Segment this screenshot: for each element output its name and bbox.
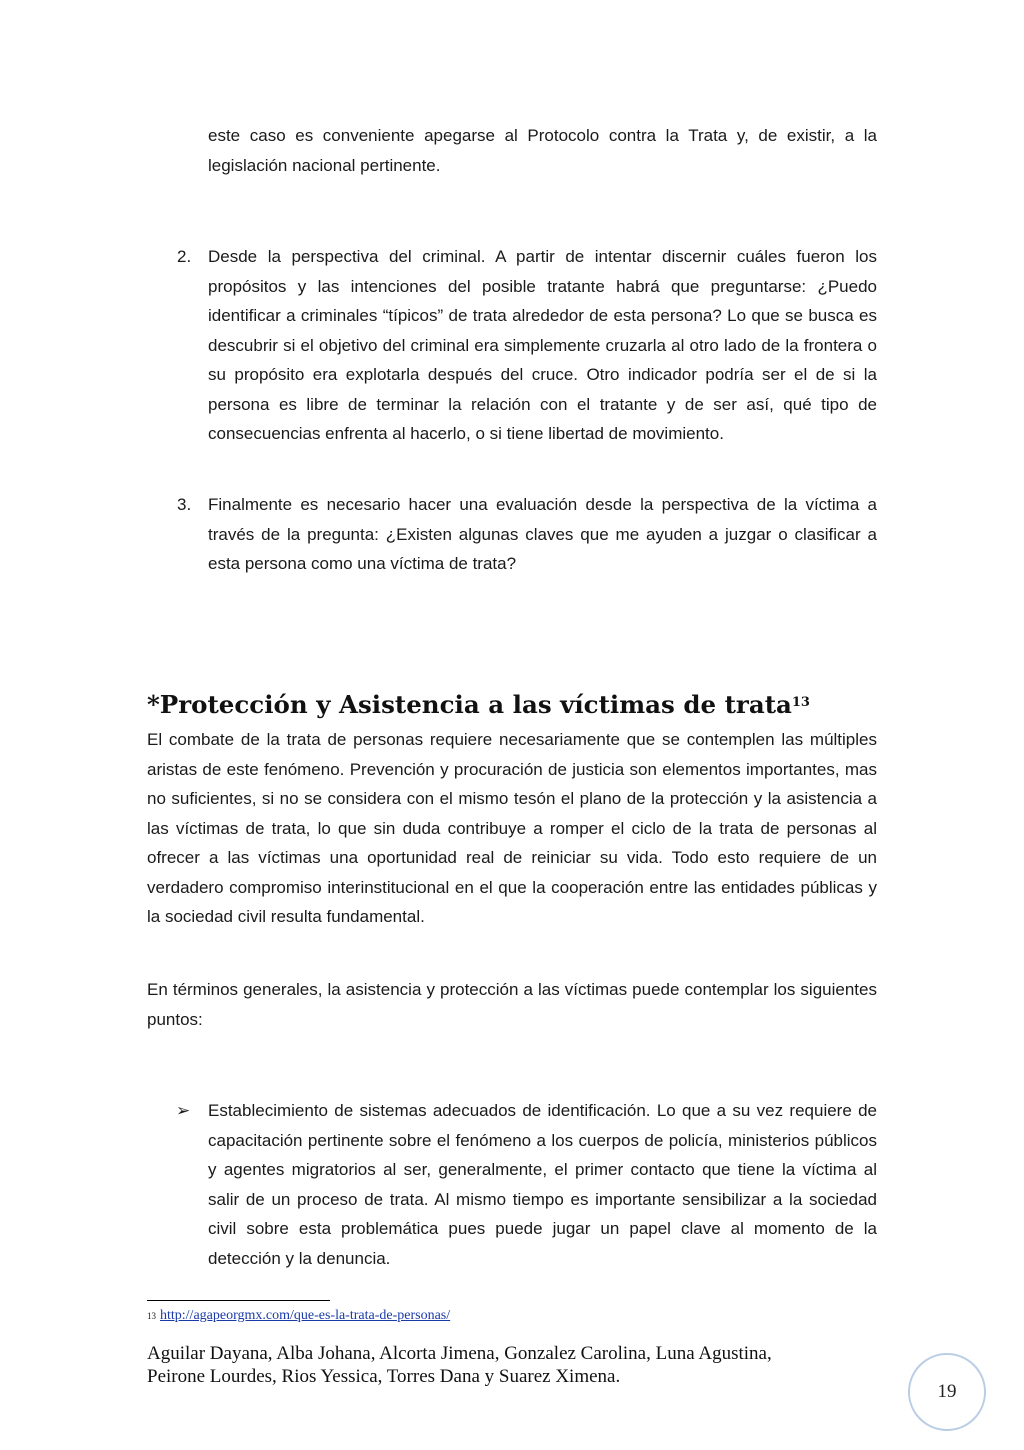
page-number-badge	[908, 1353, 986, 1431]
footnote-reference[interactable]: 13	[791, 695, 810, 710]
list-number: 2.	[177, 247, 192, 266]
page-number: 19	[937, 1381, 957, 1402]
footnote-divider	[147, 1300, 330, 1301]
authors-line-2: Peirone Lourdes, Rios Yessica, Torres Dana y Suarez Ximena.	[147, 1366, 621, 1387]
footnote-link[interactable]: http://agapeorgmx.com/que-es-la-trata-de-personas/	[160, 1308, 451, 1323]
section-paragraph-1: El combate de la trata de personas requiere necesariamente que se contemplen las múltiples aristas de este fenómeno. Prevención y procuración de justicia son elementos importantes, mas no suficientes, si no se considera con el mismo tesón el plano de la protección y la asistencia a las víctimas de trata, lo que sin duda contribuye a romper el ciclo de la trata de personas al ofrecer a las víctimas una oportunidad real de reiniciar su vida. Todo esto requiere de un verdadero compromiso interinstitucional en el que la cooperación entre las entidades públicas y la sociedad civil resulta fundamental.	[147, 730, 877, 926]
authors-footer	[147, 1342, 907, 1388]
authors-line-1: Aguilar Dayana, Alba Johana, Alcorta Jimena, Gonzalez Carolina, Luna Agustina,	[147, 1343, 772, 1364]
bullet-text: Establecimiento de sistemas adecuados de identificación. Lo que a su vez requiere de capacitación pertinente sobre el fenómeno a los cuerpos de policía, ministerios públicos y agentes migratorios al ser, generalmente, el primer contacto que tiene la víctima al salir de un proceso de trata. Al mismo tiempo es importante sensibilizar a la sociedad civil sobre esta problemática pues puede jugar un papel clave al momento de la detección y la denuncia.	[208, 1101, 877, 1268]
section-heading-text: *Protección y Asistencia a las víctimas de trata	[147, 690, 792, 719]
footnote-number: 13	[147, 1311, 156, 1321]
list-item-2	[160, 242, 877, 449]
continuation-paragraph: este caso es conveniente apegarse al Protocolo contra la Trata y, de existir, a la legislación nacional pertinente.	[208, 126, 877, 175]
bullet-item	[160, 1096, 877, 1273]
list-text: Finalmente es necesario hacer una evaluación desde la perspectiva de la víctima a través de la pregunta: ¿Existen algunas claves que me ayuden a juzgar o clasificar a esta persona como una víctima de trata?	[208, 495, 877, 573]
list-item-3	[160, 490, 877, 579]
list-number: 3.	[177, 495, 192, 514]
footnote	[147, 1306, 450, 1326]
section-heading	[147, 685, 810, 725]
list-text: Desde la perspectiva del criminal. A partir de intentar discernir cuáles fueron los propósitos y las intenciones del posible tratante habrá que preguntarse: ¿Puedo identificar a criminales “típicos” de trata alrededor de esta persona? Lo que se busca es descubrir si el objetivo del criminal era simplemente cruzarla al otro lado de la frontera o su propósito era explotarla después del cruce. Otro indicador podría ser el de si la persona es libre de terminar la relación con el tratante y de ser así, qué tipo de consecuencias enfrenta al hacerlo, o si tiene libertad de movimiento.	[208, 247, 877, 443]
arrow-bullet-icon: ➢	[176, 1101, 191, 1120]
section-paragraph-2: En términos generales, la asistencia y protección a las víctimas puede contemplar los siguientes puntos:	[147, 980, 877, 1029]
